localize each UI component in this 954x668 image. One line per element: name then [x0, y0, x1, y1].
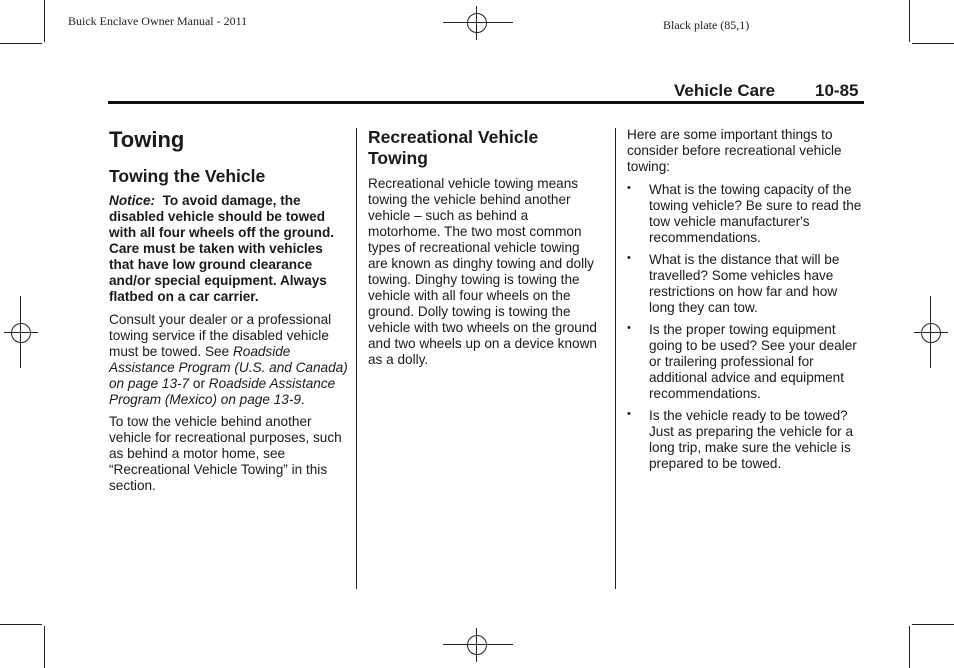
crop-mark	[0, 43, 42, 44]
list-item	[627, 322, 863, 402]
column-2	[368, 127, 600, 368]
column-divider	[356, 128, 357, 589]
notice-text: To avoid damage, the disabled vehicle should be towed with all four wheels off the ground. Care must be taken with vehicles that have low ground clearance and/or special equipment. Always flatbed on a car carrier.	[109, 193, 335, 304]
bullet-icon: •	[627, 252, 631, 264]
bullet-list	[627, 182, 863, 472]
crop-mark	[909, 626, 910, 668]
section-heading: Towing the Vehicle	[109, 166, 266, 186]
list-item-text: What is the towing capacity of the towing vehicle? Be sure to read the tow vehicle manufacturer's recommendations.	[649, 182, 862, 245]
bullet-icon: •	[627, 322, 631, 334]
bullet-icon: •	[627, 408, 631, 420]
plate-number: Black plate (85,1)	[663, 18, 750, 32]
registration-mark-left	[4, 316, 38, 350]
column-3	[627, 127, 863, 472]
registration-mark-bottom	[460, 628, 494, 662]
crop-mark	[912, 43, 954, 44]
list-item	[627, 182, 863, 246]
column-divider	[615, 128, 616, 589]
crop-mark	[0, 624, 42, 625]
cross-reference-link[interactable]: Roadside Assistance Program (Mexico) on page 13-9	[109, 376, 336, 407]
body-text: or	[189, 376, 209, 391]
crop-mark	[912, 624, 954, 625]
list-item	[627, 408, 863, 472]
registration-line	[20, 296, 21, 368]
cross-reference-link[interactable]: Roadside Assistance Program (U.S. and Canada) on page 13-7	[109, 344, 348, 391]
body-paragraph	[109, 312, 349, 408]
page-title: Towing	[109, 127, 185, 152]
registration-line	[443, 22, 513, 23]
list-item-text: Is the vehicle ready to be towed? Just as preparing the vehicle for a long trip, make sure the vehicle is prepared to be towed.	[649, 408, 854, 471]
body-paragraph: Recreational vehicle towing means towing the vehicle behind another vehicle – such as behind a motorhome. The two most common types of recreational vehicle towing are known as dinghy towing and dolly towing. Dinghy towing is towing the vehicle with all four wheels on the ground. Dolly towing is towing the vehicle with two wheels on the ground and two wheels up on a device known as a dolly.	[368, 176, 597, 367]
plate-title: Buick Enclave Owner Manual - 2011	[68, 14, 248, 28]
section-name: Vehicle Care	[674, 81, 776, 100]
registration-line	[930, 296, 931, 368]
crop-mark	[44, 0, 45, 42]
list-item	[627, 252, 863, 316]
column-1	[109, 127, 349, 494]
list-item-text: Is the proper towing equipment going to be used? See your dealer or trailering professional for additional advice and equipment recommendations.	[649, 322, 857, 401]
crop-mark	[909, 0, 910, 42]
notice-paragraph	[109, 193, 349, 305]
registration-mark-right	[914, 316, 948, 350]
section-heading: Recreational Vehicle Towing	[368, 127, 539, 168]
body-paragraph: To tow the vehicle behind another vehicle for recreational purposes, such as behind a motor home, see “Recreational Vehicle Towing” in this section.	[109, 414, 342, 493]
notice-label: Notice:	[109, 193, 156, 208]
registration-line	[443, 644, 513, 645]
body-paragraph: Here are some important things to consider before recreational vehicle towing:	[627, 127, 842, 174]
list-item-text: What is the distance that will be travelled? Some vehicles have restrictions on how far and how long they can tow.	[649, 252, 840, 315]
bullet-icon: •	[627, 182, 631, 194]
crop-mark	[44, 626, 45, 668]
page-number: 10-85	[815, 81, 859, 100]
registration-mark-top	[460, 6, 494, 40]
body-text: .	[300, 392, 305, 407]
body-text: Consult your dealer or a professional towing service if the disabled vehicle must be towed. See	[109, 312, 332, 359]
header-rule	[108, 101, 864, 104]
